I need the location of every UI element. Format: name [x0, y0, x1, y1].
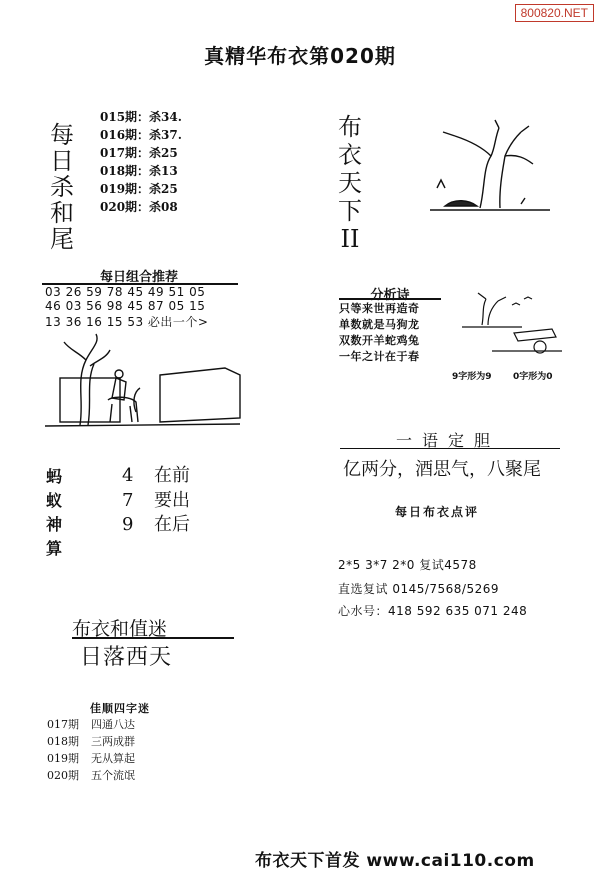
- ant-label-char: 蚁: [46, 491, 63, 510]
- combo-row: 46 03 56 98 45 87 05 15: [45, 299, 206, 313]
- daily-kill-label-char: 每: [50, 121, 74, 149]
- four-char-row: [47, 716, 135, 732]
- ant-label-char: 算: [46, 539, 63, 558]
- one-phrase-text: 亿两分，酒思气，八聚尾: [343, 459, 541, 480]
- shape-note: 9字形为9: [452, 372, 492, 382]
- four-char-row: [47, 767, 135, 783]
- brand-char: II: [340, 225, 360, 253]
- brand-char: 下: [338, 197, 362, 225]
- shape-note: 0字形为0: [513, 372, 553, 382]
- combo-row: 13 36 16 15 53 必出一个>: [45, 315, 209, 329]
- riddle-text: 无从算起: [91, 752, 135, 765]
- ant-row: [122, 510, 190, 536]
- ant-label-char: 神: [46, 515, 63, 534]
- list-item: 018期：杀13: [100, 164, 178, 178]
- four-char-row: [47, 733, 135, 749]
- review-line: 心水号：418 592 635 071 248: [338, 604, 528, 618]
- footer-source: 布衣天下首发 www.cai110.com: [255, 851, 535, 871]
- ant-text: 在前: [154, 465, 190, 486]
- brand-vertical-title: [335, 113, 365, 253]
- page-title: 真精华布衣第020期: [204, 44, 396, 68]
- daily-kill-list: [100, 108, 182, 216]
- daily-kill-label-char: 日: [50, 147, 74, 175]
- review-line: 直选复试 0145/7568/5269: [338, 582, 500, 596]
- ant-text: 要出: [154, 490, 190, 511]
- daily-review-heading: 每日布衣点评: [395, 505, 480, 519]
- daily-kill-label-char: 尾: [50, 225, 74, 253]
- list-item: 019期：杀25: [100, 182, 178, 196]
- landscape-illustration: [452, 285, 564, 357]
- riddle-text: 五个流氓: [91, 769, 135, 782]
- list-item: 016期：杀37.: [100, 128, 182, 142]
- tree-illustration: [425, 118, 555, 218]
- brand-char: 布: [338, 113, 362, 141]
- daily-kill-label-char: 杀: [50, 173, 74, 201]
- period-label: 017期: [47, 718, 79, 731]
- poem-line: 只等来世再造奇: [339, 302, 420, 315]
- period-label: 020期: [47, 769, 79, 782]
- brand-char: 衣: [338, 141, 362, 169]
- ant-label: [46, 465, 70, 561]
- ant-text: 在后: [154, 514, 190, 535]
- list-item: 015期：杀34.: [100, 110, 182, 124]
- poem-heading: 分析诗: [370, 288, 410, 303]
- poem-line: 双数开羊蛇鸡兔: [339, 334, 420, 347]
- one-phrase-divider: [340, 448, 560, 449]
- donkey-rider-illustration: [40, 330, 245, 430]
- riddle-text: 四通八达: [91, 718, 135, 731]
- daily-kill-label-char: 和: [50, 199, 74, 227]
- riddle-text: 三两成群: [91, 735, 135, 748]
- four-char-heading: 佳顺四字迷: [90, 702, 150, 715]
- list-item: 017期：杀25: [100, 146, 178, 160]
- period-label: 018期: [47, 735, 79, 748]
- review-line: 2*5 3*7 2*0 复试4578: [338, 558, 477, 572]
- ant-row: [122, 461, 190, 487]
- riddle-divider: [72, 637, 234, 639]
- riddle-answer: 日落西天: [80, 645, 173, 670]
- one-phrase-heading: 一语定胆: [395, 431, 500, 450]
- combo-heading: 每日组合推荐: [99, 270, 178, 285]
- period-label: 019期: [47, 752, 79, 765]
- ant-number: 9: [122, 514, 134, 535]
- ant-row: [122, 486, 190, 512]
- brand-char: 天: [338, 169, 362, 197]
- daily-kill-label: [48, 122, 76, 252]
- poem-line: 一年之计在于春: [339, 350, 420, 363]
- site-watermark: 800820.NET: [515, 4, 594, 22]
- ant-number: 4: [122, 465, 134, 486]
- ant-number: 7: [122, 490, 134, 511]
- list-item: 020期：杀08: [100, 200, 178, 214]
- four-char-row: [47, 750, 135, 766]
- combo-row: 03 26 59 78 45 49 51 05: [45, 285, 206, 299]
- poem-line: 单数就是马狗龙: [339, 318, 420, 331]
- riddle-heading: 布衣和值迷: [72, 618, 168, 640]
- ant-label-char: 蚂: [46, 467, 63, 486]
